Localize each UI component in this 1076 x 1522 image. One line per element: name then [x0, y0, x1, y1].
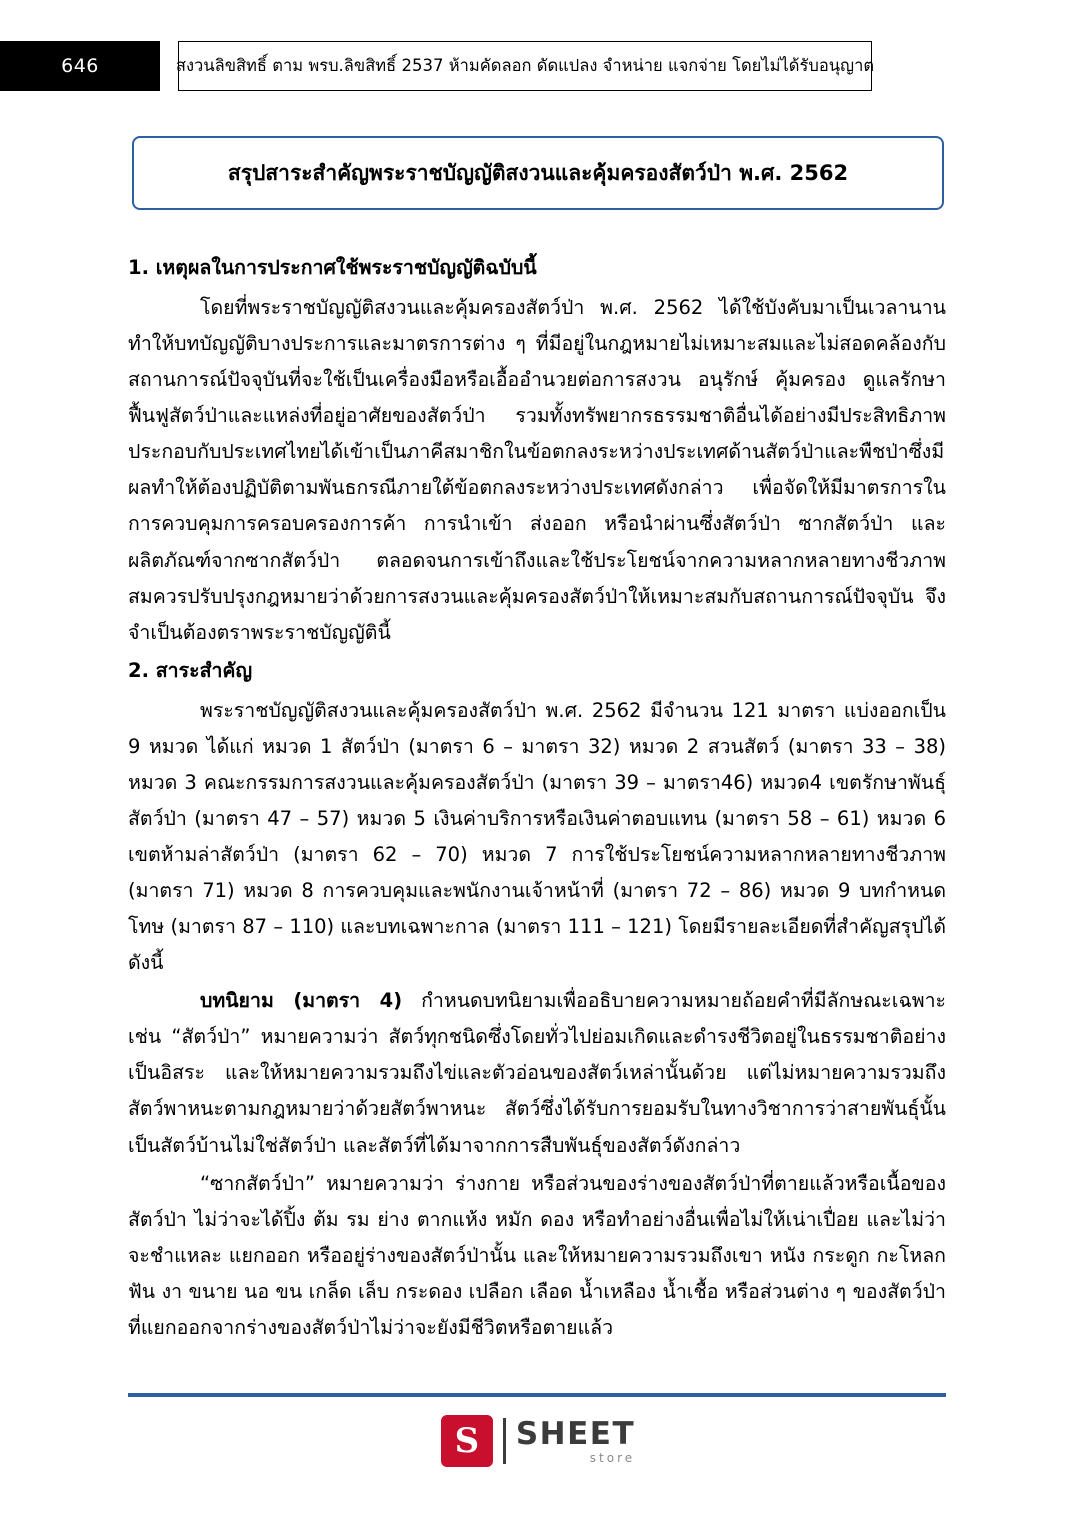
- logo-word-store: store: [589, 1450, 636, 1465]
- section-1-paragraph-1: โดยที่พระราชบัญญัติสงวนและคุ้มครองสัตว์ป่า พ.ศ. 2562 ได้ใช้บังคับมาเป็นเวลานานทำให้บทบัญญัติบางประการและมาตรการต่าง ๆ ที่มีอยู่ในกฎหมายไม่เหมาะสมและไม่สอดคล้องกับสถานการณ์ปัจจุบันที่จะใช้เป็นเครื่องมือหรือเอื้ออำนวยต่อการสงวน อนุรักษ์ คุ้มครอง ดูแลรักษา ฟื้นฟูสัตว์ป่าและแหล่งที่อยู่อาศัยของสัตว์ป่า รวมทั้งทรัพยากรธรรมชาติอื่นได้อย่างมีประสิทธิภาพ ประกอบกับประเทศไทยได้เข้าเป็นภาคีสมาชิกในข้อตกลงระหว่างประเทศด้านสัตว์ป่าและพืชป่าซึ่งมีผลทำให้ต้องปฏิบัติตามพันธกรณีภายใต้ข้อตกลงระหว่างประเทศดังกล่าว เพื่อจัดให้มีมาตรการในการควบคุมการครอบครองการค้า การนำเข้า ส่งออก หรือนำผ่านซึ่งสัตว์ป่า ซากสัตว์ป่า และผลิตภัณฑ์จากซากสัตว์ป่า ตลอดจนการเข้าถึงและใช้ประโยชน์จากความหลากหลายทางชีวภาพ สมควรปรับปรุงกฎหมายว่าด้วยการสงวนและคุ้มครองสัตว์ป่าให้เหมาะสมกับสถานการณ์ปัจจุบัน จึงจำเป็นต้องตราพระราชบัญญัตินี้: [128, 296, 946, 644]
- document-body: [128, 250, 946, 1348]
- definition-body-text: กำหนดบทนิยามเพื่ออธิบายความหมายถ้อยคำที่มีลักษณะเฉพาะ เช่น “สัตว์ป่า” หมายความว่า สัตว์ทุกชนิดซึ่งโดยทั่วไปย่อมเกิดและดำรงชีวิตอยู่ในธรรมชาติอย่างเป็นอิสระ และให้หมายความรวมถึงไข่และตัวอ่อนของสัตว์เหล่านั้นด้วย แต่ไม่หมายความรวมถึงสัตว์พาหนะตามกฎหมายว่าด้วยสัตว์พาหนะ สัตว์ซึ่งได้รับการยอมรับในทางวิชาการว่าสายพันธุ์นั้นเป็นสัตว์บ้านไม่ใช่สัตว์ป่า และสัตว์ที่ได้มาจากการสืบพันธุ์ของสัตว์ดังกล่าว: [128, 989, 946, 1157]
- document-title-box: [132, 136, 944, 210]
- section-1-heading: 1. เหตุผลในการประกาศใช้พระราชบัญญัติฉบับนี้: [128, 256, 537, 279]
- logo-letter: S: [454, 1421, 480, 1461]
- definition-paragraph-1: [128, 983, 946, 1163]
- definition-paragraph-2: “ซากสัตว์ป่า” หมายความว่า ร่างกาย หรือส่วนของร่างของสัตว์ป่าที่ตายแล้วหรือเนื้อของสัตว์ป่า ไม่ว่าจะได้ปิ้ง ต้ม รม ย่าง ตากแห้ง หมัก ดอง หรือทำอย่างอื่นเพื่อไม่ให้เน่าเปื่อย และไม่ว่าจะชำแหละ แยกออก หรืออยู่ร่างของสัตว์ป่านั้น และให้หมายความรวมถึงเขา หนัง กระดูก กะโหลก ฟัน งา ขนาย นอ ขน เกล็ด เล็บ กระดอง เปลือก เลือด น้ำเหลือง น้ำเชื้อ หรือส่วนต่าง ๆ ของสัตว์ป่าที่แยกออกจากร่างของสัตว์ป่าไม่ว่าจะยังมีชีวิตหรือตายแล้ว: [128, 1171, 946, 1339]
- logo-word-sheet: SHEET: [515, 1415, 636, 1452]
- page-title: สรุปสาระสำคัญพระราชบัญญัติสงวนและคุ้มครองสัตว์ป่า พ.ศ. 2562: [227, 160, 849, 185]
- footer-divider: [128, 1393, 946, 1397]
- logo-divider: [503, 1418, 506, 1464]
- footer-logo: [0, 1415, 1076, 1467]
- page-header: [0, 41, 1076, 91]
- definition-lead-label: บทนิยาม (มาตรา 4): [200, 989, 403, 1013]
- section-2-paragraph-1: พระราชบัญญัติสงวนและคุ้มครองสัตว์ป่า พ.ศ. 2562 มีจำนวน 121 มาตรา แบ่งออกเป็น 9 หมวด ได้แก่ หมวด 1 สัตว์ป่า (มาตรา 6 – มาตรา 32) หมวด 2 สวนสัตว์ (มาตรา 33 – 38) หมวด 3 คณะกรรมการสงวนและคุ้มครองสัตว์ป่า (มาตรา 39 – มาตรา46) หมวด4 เขตรักษาพันธุ์สัตว์ป่า (มาตรา 47 – 57) หมวด 5 เงินค่าบริการหรือเงินค่าตอบแทน (มาตรา 58 – 61) หมวด 6 เขตห้ามล่าสัตว์ป่า (มาตรา 62 – 70) หมวด 7 การใช้ประโยชน์ความหลากหลายทางชีวภาพ (มาตรา 71) หมวด 8 การควบคุมและพนักงานเจ้าหน้าที่ (มาตรา 72 – 86) หมวด 9 บทกำหนดโทษ (มาตรา 87 – 110) และบทเฉพาะกาล (มาตรา 111 – 121) โดยมีรายละเอียดที่สำคัญสรุปได้ ดังนี้: [128, 698, 946, 975]
- logo-wordmark: [515, 1415, 636, 1465]
- sheet-store-logo-icon: [441, 1415, 493, 1467]
- copyright-notice-text: สงวนลิขสิทธิ์ ตาม พรบ.ลิขสิทธิ์ 2537 ห้ามคัดลอก ดัดแปลง จำหน่าย แจกจ่าย โดยไม่ได้รับอนุญาต: [175, 56, 875, 76]
- section-2-heading: 2. สาระสำคัญ: [128, 658, 253, 682]
- page-number: 646: [0, 41, 160, 91]
- copyright-notice-box: [175, 41, 875, 91]
